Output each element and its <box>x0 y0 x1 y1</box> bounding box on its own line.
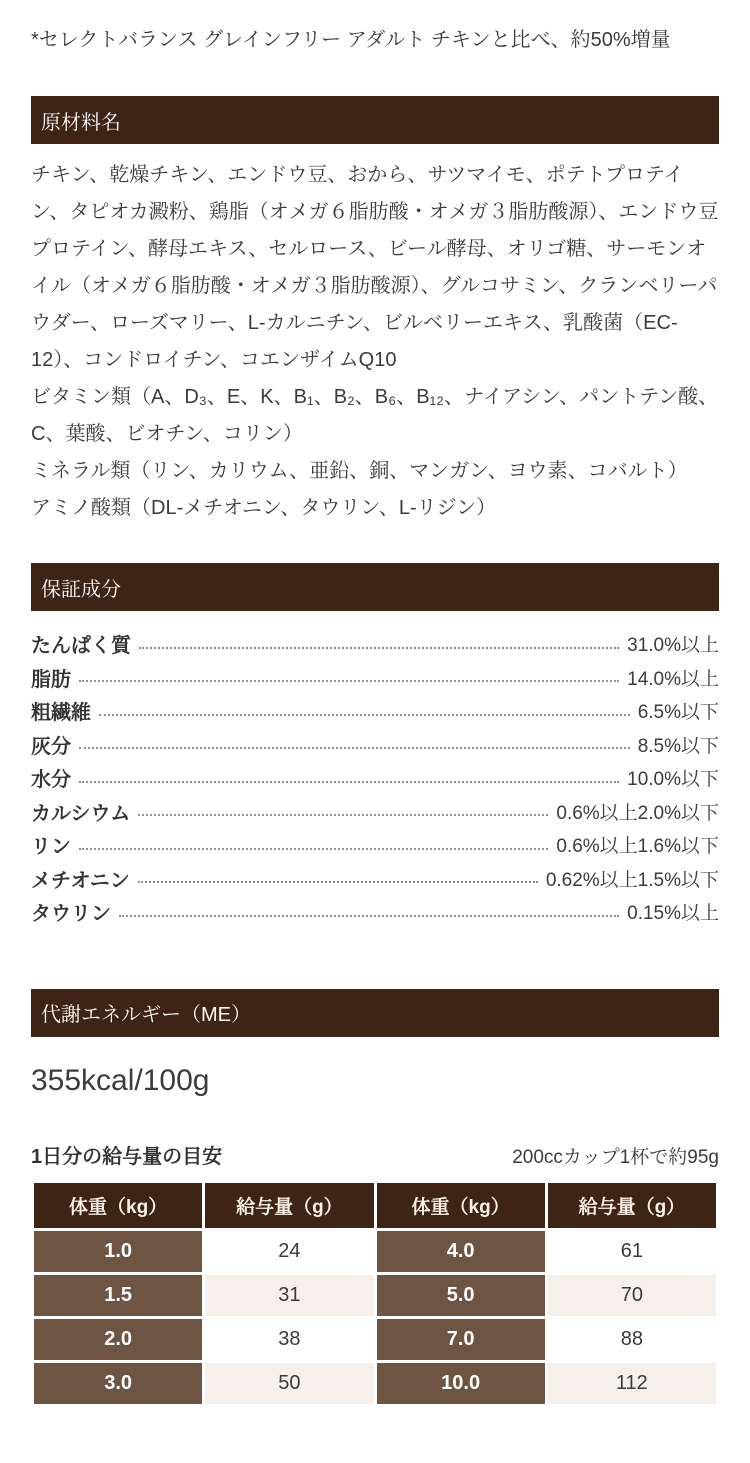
cup-measure-note: 200ccカップ1杯で約95g <box>512 1146 719 1168</box>
table-header-row <box>33 1181 718 1229</box>
weight-cell: 1.0 <box>33 1229 204 1273</box>
weight-cell: 3.0 <box>33 1361 204 1405</box>
section-title-guaranteed-analysis: 保証成分 <box>41 578 121 601</box>
dotted-leader <box>79 781 619 783</box>
section-header-ingredients <box>31 96 719 144</box>
ga-row-moisture <box>31 761 719 795</box>
feeding-guide-title: 1日分の給与量の目安 <box>31 1145 223 1168</box>
amount-cell: 24 <box>204 1229 375 1273</box>
ga-value: 8.5%以下 <box>637 735 719 757</box>
ingredients-minerals: ミネラル類（リン、カリウム、亜鉛、銅、マンガン、ヨウ素、コバルト） <box>31 460 688 482</box>
ga-label: メチオニン <box>31 869 130 892</box>
ga-row-phosphorus <box>31 828 719 862</box>
ingredients-vitamins: ビタミン類（A、D₃、E、K、B₁、B₂、B₆、B₁₂、ナイアシン、パントテン酸、C、葉酸、ビオチン、コリン） <box>31 386 719 445</box>
ga-label: 灰分 <box>31 735 71 758</box>
ga-row-taurine <box>31 895 719 929</box>
header-weight-2: 体重（kg） <box>375 1181 546 1229</box>
dotted-leader <box>79 680 619 682</box>
header-amount-2: 給与量（g） <box>546 1181 717 1229</box>
dotted-leader <box>138 814 548 816</box>
ga-label: タウリン <box>31 903 111 926</box>
header-amount-1: 給与量（g） <box>204 1181 375 1229</box>
dotted-leader <box>99 714 630 716</box>
dotted-leader <box>138 881 538 883</box>
ga-row-methionine <box>31 862 719 896</box>
section-title-metabolizable-energy: 代謝エネルギー（ME） <box>41 1004 251 1026</box>
ga-value: 0.15%以上 <box>627 903 719 925</box>
table-row <box>33 1229 718 1273</box>
comparison-note: *セレクトバランス グレインフリー アダルト チキンと比べ、約50%増量 <box>31 29 671 51</box>
weight-cell: 10.0 <box>375 1361 546 1405</box>
weight-cell: 1.5 <box>33 1273 204 1317</box>
amount-cell: 38 <box>204 1317 375 1361</box>
section-header-metabolizable-energy <box>31 989 719 1037</box>
table-row <box>33 1361 718 1405</box>
ingredients-text-block <box>31 157 719 527</box>
amount-cell: 70 <box>546 1273 717 1317</box>
section-title-ingredients: 原材料名 <box>41 111 121 134</box>
ga-label: リン <box>31 836 71 859</box>
ga-value: 14.0%以上 <box>627 668 719 690</box>
weight-cell: 5.0 <box>375 1273 546 1317</box>
ga-value: 0.62%以上1.5%以下 <box>545 869 719 891</box>
amount-cell: 112 <box>546 1361 717 1405</box>
table-row <box>33 1317 718 1361</box>
ga-row-ash <box>31 728 719 762</box>
dotted-leader <box>79 848 548 850</box>
guaranteed-analysis-list <box>31 627 719 929</box>
ga-row-fat <box>31 661 719 695</box>
ingredients-amino-acids: アミノ酸類（DL-メチオニン、タウリン、L-リジン） <box>31 497 497 519</box>
ga-row-fiber <box>31 694 719 728</box>
amount-cell: 88 <box>546 1317 717 1361</box>
amount-cell: 50 <box>204 1361 375 1405</box>
ga-value: 6.5%以下 <box>637 702 719 724</box>
table-row <box>33 1273 718 1317</box>
weight-cell: 4.0 <box>375 1229 546 1273</box>
ga-label: 水分 <box>31 769 71 792</box>
feeding-guide-table <box>31 1180 719 1407</box>
ga-label: 脂肪 <box>31 668 71 691</box>
ga-row-protein <box>31 627 719 661</box>
dotted-leader <box>119 915 619 917</box>
ga-value: 0.6%以上1.6%以下 <box>556 836 719 858</box>
ga-row-calcium <box>31 795 719 829</box>
feeding-guide-header <box>31 1140 719 1169</box>
ingredients-main-list: チキン、乾燥チキン、エンドウ豆、おから、サツマイモ、ポテトプロテイン、タピオカ澱粉、鶏脂（オメガ６脂肪酸・オメガ３脂肪酸源）、エンドウ豆プロテイン、酵母エキス、セルロース、ビール酵母、オリゴ糖、サーモンオイル（オメガ６脂肪酸・オメガ３脂肪酸源）、グルコサミン、クランベリーパウダー、ローズマリー、L-カルニチン、ビルベリーエキス、乳酸菌（EC-12）、コンドロイチン、コエンザイムQ10 <box>31 164 719 371</box>
energy-value: 355kcal/100g <box>31 1063 210 1097</box>
ga-label: たんぱく質 <box>31 635 131 658</box>
weight-cell: 7.0 <box>375 1317 546 1361</box>
dotted-leader <box>139 647 619 649</box>
amount-cell: 31 <box>204 1273 375 1317</box>
section-header-guaranteed-analysis <box>31 563 719 611</box>
ga-value: 31.0%以上 <box>627 635 719 657</box>
ga-value: 10.0%以下 <box>627 769 719 791</box>
ga-label: 粗繊維 <box>31 702 91 725</box>
ga-value: 0.6%以上2.0%以下 <box>556 802 719 824</box>
amount-cell: 61 <box>546 1229 717 1273</box>
header-weight-1: 体重（kg） <box>33 1181 204 1229</box>
weight-cell: 2.0 <box>33 1317 204 1361</box>
dotted-leader <box>79 747 630 749</box>
ga-label: カルシウム <box>31 802 131 825</box>
